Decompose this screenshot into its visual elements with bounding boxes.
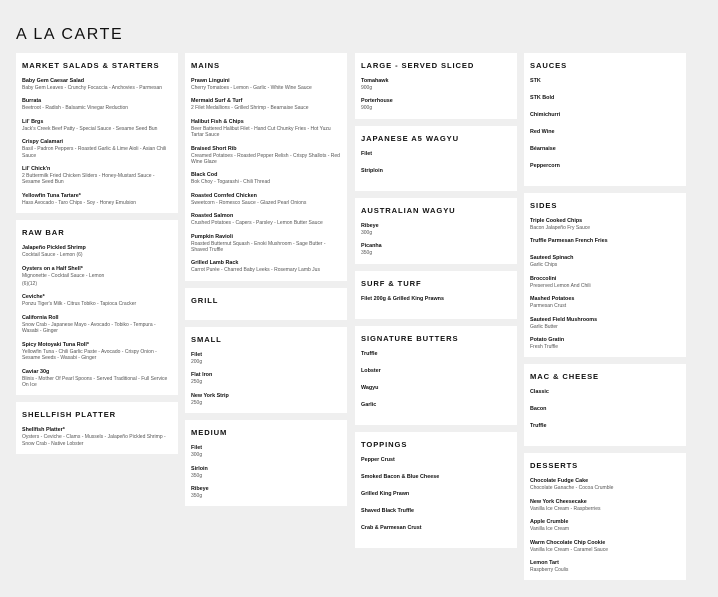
menu-item [530,129,680,136]
menu-item [361,98,511,111]
menu-item-description: Hass Avocado - Taro Chips - Soy - Honey Emulsion [22,199,137,206]
menu-item-description: 300g [191,452,203,459]
section-title: SIDES [530,201,558,210]
menu-item [22,342,172,362]
menu-item-name: Crispy Calamari [22,139,64,146]
menu-item-name: Grilled Lamb Rack [191,260,239,267]
menu-item-name: Lil' Chick'n [22,166,51,173]
menu-item-description: 2 Filet Medallions - Grilled Shrimp - Bearnaise Sauce [191,105,309,112]
menu-item [361,474,511,481]
menu-item-description: 2 Buttermilk Fried Chicken Sliders - Honey-Mustard Sauce - Sesame Seed Bun [22,173,155,186]
section-desserts [524,453,686,580]
menu-item-description: Raspberry Coulis [530,567,569,574]
menu-item-name: STK Bold [530,95,555,101]
section-toppings [355,432,517,548]
menu-item [530,218,680,231]
menu-item-name: Peppercorn [530,163,560,169]
menu-item-name: Smoked Bacon & Blue Cheese [361,473,440,480]
menu-item-description: Garlic Butter [530,323,558,330]
menu-item [361,168,511,175]
menu-item [530,317,680,330]
section-signature-butters [355,326,517,425]
menu-item-name: Shellfish Platter* [22,427,65,434]
menu-item [530,238,680,245]
menu-item-name: Mashed Potatoes [530,296,575,303]
menu-item [361,223,511,236]
menu-item [530,478,680,491]
menu-item [361,351,511,358]
menu-item [530,560,680,573]
menu-item [530,276,680,289]
menu-item-description: Vanilla Ice Cream - Raspberries [530,505,601,512]
menu-item-name: Truffle Parmesan French Fries [530,238,608,245]
menu-item [361,368,511,375]
section-title: MAC & CHEESE [530,372,600,382]
menu-item-name: Garlic [361,401,377,408]
section-mains [185,53,347,281]
menu-item [530,78,680,85]
menu-item-description: Basil - Padron Peppers - Roasted Garlic & Lime Aioli - Asian Chili Sauce [22,146,167,159]
section-title: MEDIUM [191,428,228,438]
menu-item [530,406,680,413]
menu-item-name: Sauteed Spinach [530,255,574,262]
menu-item-name: Spicy Motoyaki Tuna Roll* [22,341,89,348]
menu-item-name: Potato Gratin [530,337,565,344]
menu-item [530,112,680,119]
menu-item-name: Baby Gem Caesar Salad [22,78,85,84]
menu-item-name: Ceviche* [22,294,45,301]
menu-item [22,166,172,186]
menu-item [191,213,341,226]
menu-item-description: Carrot Purée - Charred Baby Leeks - Rosemary Lamb Jus [191,267,320,274]
menu-item-name: Filet 200g & Grilled King Prawns [361,295,444,302]
menu-item [530,540,680,553]
menu-item [530,337,680,350]
menu-item-description: Vanilla Ice Cream [530,526,570,533]
menu-item-name: Tomahawk [361,78,389,84]
section-title: MARKET SALADS & STARTERS [22,61,160,70]
menu-item-description: Jack's Creek Beef Patty - Special Sauce - Sesame Seed Bun [22,125,158,132]
menu-column-4 [524,53,686,587]
section-sauces [524,53,686,186]
menu-item-name: Triple Cooked Chips [530,218,583,224]
menu-item [361,151,511,158]
section-market-salads-and-starters [16,53,178,213]
menu-item-name: Filet [191,351,203,358]
menu-item [361,402,511,409]
section-sides [524,193,686,357]
menu-item [191,78,341,91]
menu-item-description: Crushed Potatoes - Capers - Parsley - Lemon Butter Sauce [191,220,323,227]
menu-item [361,491,511,498]
menu-item [191,146,341,166]
menu-item-name: Ribeye [191,485,209,492]
menu-item [191,234,341,254]
section-surf-and-turf [355,271,517,319]
menu-item [22,193,172,206]
menu-item-name: Filet [361,150,373,157]
menu-item-name: Roasted Salmon [191,213,234,220]
menu-item [361,78,511,91]
menu-item-name: Red Wine [530,129,555,135]
menu-item-name: Filet [191,445,203,452]
section-title: SHELLFISH PLATTER [22,410,117,420]
menu-item-name: Halibut Fish & Chips [191,118,244,125]
menu-item-name: Crab & Parmesan Crust [361,524,422,531]
menu-item-description: Parmesan Crust [530,303,567,310]
menu-item [22,266,172,288]
menu-item [530,255,680,268]
menu-item-name: Shaved Black Truffle [361,507,415,514]
section-shellfish-platter [16,402,178,454]
menu-item-name: Broccolini [530,275,557,282]
menu-item-description: Blinis - Mother Of Pearl Spoons - Served Traditional - Full Service On Ice [22,375,168,388]
menu-item [361,508,511,515]
section-small [185,327,347,413]
menu-item-name: Chimichurri [530,112,561,118]
section-raw-bar [16,220,178,395]
menu-item-name: Porterhouse [361,98,393,105]
menu-item-name: Caviar 30g [22,368,50,375]
menu-item-description: Bacon Jalapeño Fry Sauce [530,225,591,231]
menu-item [191,393,341,406]
menu-item-description: Baby Gem Leaves - Crunchy Focaccia - Anchovies - Parmesan [22,85,163,91]
menu-item-description: Beer Battered Halibut Filet - Hand Cut Chunky Fries - Hot Yuzu Tartar Sauce [191,125,331,139]
menu-item-description: Preserved Lemon And Chili [530,282,591,289]
menu-item [361,296,511,303]
menu-item-description: Chocolate Ganache - Cocoa Crumble [530,485,614,492]
section-title: RAW BAR [22,228,65,238]
menu-item [530,423,680,430]
menu-item-name: Black Cod [191,172,218,179]
menu-item-description: 200g [191,358,203,365]
section-title: SAUCES [530,61,568,70]
menu-item-description: 300g [361,229,373,236]
menu-item-name: Ribeye [361,222,379,229]
menu-item [22,245,172,258]
menu-item [22,427,172,447]
section-large-served-sliced [355,53,517,119]
menu-item [22,315,172,335]
menu-item-description: Mignonette - Cocktail Sauce - Lemon [22,272,105,279]
menu-item-name: Chocolate Fudge Cake [530,478,589,485]
menu-item [530,95,680,102]
section-medium [185,420,347,506]
menu-item-name: Roasted Cornfed Chicken [191,192,257,199]
menu-item [191,352,341,365]
menu-item-description: Creamed Potatoes - Roasted Pepper Relish - Crispy Shallots - Red Wine Glaze [191,152,340,166]
menu-item-description: Snow Crab - Japanese Mayo - Avocado - Tobiko - Tempura - Wasabi - Ginger [22,321,156,335]
menu-item [22,98,172,111]
menu-item-name: California Roll [22,314,59,321]
menu-item-name: Pumpkin Ravioli [191,233,233,240]
menu-item-name: Lemon Tart [530,560,559,567]
menu-item-name: Prawn Linguini [191,78,230,84]
section-grill [185,288,347,320]
section-title: DESSERTS [530,461,579,471]
menu-item-description: 350g [191,472,203,479]
section-title: JAPANESE A5 WAGYU [361,133,460,143]
menu-item [361,385,511,392]
section-title: SURF & TURF [361,278,422,288]
menu-item [530,519,680,532]
menu-item [361,457,511,464]
menu-item-name: Pepper Crust [361,456,395,463]
menu-item [530,163,680,170]
menu-item-name: Sirloin [191,465,208,472]
section-title: LARGE - SERVED SLICED [361,61,475,70]
menu-item [191,172,341,185]
menu-item-name: Warm Chocolate Chip Cookie [530,539,606,546]
menu-item-name: Wagyu [361,384,379,391]
menu-item [530,389,680,396]
menu-item-name: Burrata [22,98,42,105]
menu-item-description: 350g [361,250,373,257]
menu-item [22,139,172,159]
section-title: AUSTRALIAN WAGYU [361,205,456,215]
menu-item-name: Jalapeño Pickled Shrimp [22,245,86,252]
menu-item [191,486,341,499]
menu-item-portion: (6)(12) [22,281,38,288]
menu-item-description: 900g [361,85,373,91]
menu-item [22,78,172,91]
menu-item-name: Yellowfin Tuna Tartare* [22,192,81,199]
menu-item-description: Bok Choy - Togarashi - Chili Thread [191,179,271,186]
menu-item-name: Oysters on a Half Shell* [22,265,83,272]
section-title: TOPPINGS [361,439,408,449]
page-title: A LA CARTE [16,26,124,43]
menu-item-description: Beetroot - Radish - Balsamic Vinegar Reduction [22,105,129,112]
menu-item-description: 250g [191,379,203,386]
menu-item [22,294,172,307]
menu-item-name: Truffle [530,423,547,430]
section-title: SMALL [191,334,222,344]
menu-item-description: Roasted Butternut Squash - Enoki Mushroom - Sage Butter - Shaved Truffle [191,240,326,254]
menu-item [361,525,511,532]
menu-item [191,193,341,206]
menu-item [191,98,341,111]
menu-item-name: Béarnaise [530,146,556,152]
menu-item-name: Lobster [361,367,381,374]
menu-item-description: 250g [191,399,203,406]
menu-item-name: Classic [530,389,549,396]
menu-item-name: Mermaid Surf & Turf [191,98,243,105]
menu-item-name: Sauteed Field Mushrooms [530,316,598,323]
menu-item [530,296,680,309]
menu-item-description: Ponzu Tiger's Milk - Citrus Tobiko - Tapioca Cracker [22,301,137,308]
section-title: SIGNATURE BUTTERS [361,333,459,343]
menu-item-name: Lil' Brgs [22,118,44,125]
menu-item-description: Garlic Chips [530,262,558,269]
menu-item [191,445,341,458]
menu-item-description: Sweetcorn - Romesco Sauce - Glazed Pearl Onions [191,199,307,206]
menu-item-name: Grilled King Prawn [361,490,410,497]
menu-item-name: Apple Crumble [530,519,569,526]
menu-item [22,119,172,132]
menu-item [191,119,341,139]
menu-column-1 [16,53,178,461]
section-title: MAINS [191,61,220,70]
menu-item-name: Braised Short Rib [191,145,237,152]
menu-item-name: Picanha [361,243,382,250]
menu-column-3 [355,53,517,555]
menu-item-name: Striploin [361,167,383,174]
menu-item [530,146,680,153]
section-mac-and-cheese [524,364,686,446]
menu-item [361,243,511,256]
section-australian-wagyu [355,198,517,264]
menu-item [530,499,680,512]
menu-item-description: Cocktail Sauce - Lemon (6) [22,252,83,259]
menu-item-description: 900g [361,105,373,112]
menu-item-name: Flat Iron [191,372,213,379]
menu-item-name: New York Strip [191,392,229,399]
menu-item-description: Fresh Truffle [530,344,558,351]
section-japanese-a5-wagyu [355,126,517,191]
menu-item [191,372,341,385]
menu-item [22,369,172,389]
menu-item-description: Yellowfin Tuna - Chili Garlic Paste - Avocado - Crispy Onion - Sesame Seeds - Wasabi - Ginger [22,348,157,362]
section-title: GRILL [191,295,219,305]
menu-item [191,466,341,479]
menu-item-description: Cherry Tomatoes - Lemon - Garlic - White Wine Sauce [191,85,312,91]
menu-column-2 [185,53,347,513]
menu-item-description: Vanilla Ice Cream - Caramel Sauce [530,546,608,553]
menu-item-name: New York Cheesecake [530,498,587,505]
menu-item-description: 350g [191,492,203,499]
menu-item-name: STK [530,78,541,84]
menu-item-name: Truffle [361,350,378,357]
menu-item-name: Bacon [530,406,547,413]
menu-item [191,260,341,273]
menu-item-description: Oysters - Ceviche - Clams - Mussels - Jalapeño Pickled Shrimp - Snow Crab - Native Lobster [22,434,166,447]
